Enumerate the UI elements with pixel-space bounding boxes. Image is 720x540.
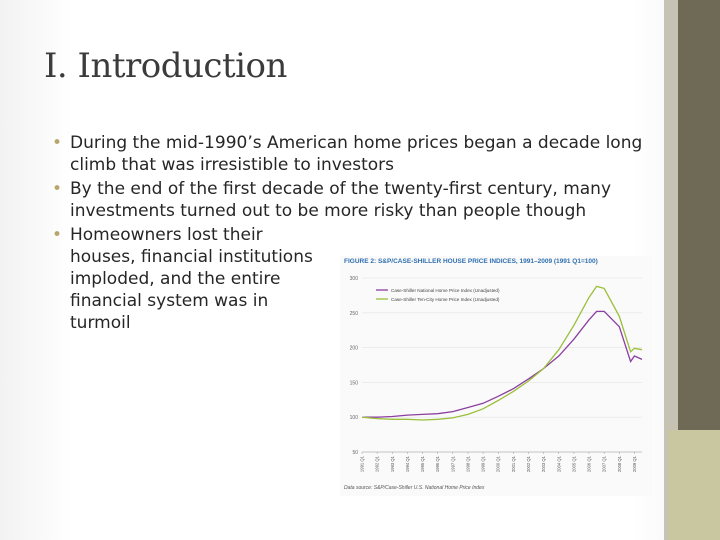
x-tick-label: 2005 Q1 <box>571 456 577 473</box>
y-tick-label: 100 <box>349 415 358 422</box>
slide-title: I. Introduction <box>44 46 287 86</box>
bullet-dot-icon: • <box>52 179 63 199</box>
bullet-text: During the mid-1990’s American home prices began a decade long climb that was irresistible to investors <box>70 133 643 175</box>
series-line <box>362 286 642 420</box>
bullet-item <box>52 132 652 176</box>
y-tick-label: 300 <box>349 276 358 282</box>
x-tick-label: 1994 Q1 <box>404 456 410 473</box>
x-tick-label: 2000 Q1 <box>495 456 501 473</box>
bullet-item <box>52 178 652 222</box>
x-tick-label: 2001 Q1 <box>510 456 516 473</box>
price-index-figure <box>340 256 652 496</box>
x-tick-label: 1997 Q1 <box>450 456 456 473</box>
x-tick-label: 2002 Q1 <box>525 456 531 473</box>
line-chart <box>340 256 652 496</box>
x-tick-label: 1995 Q1 <box>420 456 426 473</box>
x-tick-label: 2007 Q1 <box>601 456 607 473</box>
x-tick-label: 1999 Q1 <box>480 456 486 473</box>
bullet-item <box>52 224 325 334</box>
x-tick-label: 1998 Q1 <box>465 456 471 473</box>
legend-label: Case-Shiller Ten-City Home Price Index (Unadjusted) <box>391 296 500 302</box>
bullet-dot-icon: • <box>52 225 63 245</box>
chart-source: Data source: S&P/Case-Shiller U.S. National Home Price Index <box>344 485 485 491</box>
bullet-text: By the end of the first decade of the twenty-first century, many investments turned out to be more risky than people though <box>70 179 612 221</box>
y-tick-label: 50 <box>352 450 358 456</box>
chart-title: FIGURE 2: S&P/CASE-SHILLER HOUSE PRICE INDICES, 1991–2009 (1991 Q1=100) <box>344 258 598 265</box>
x-tick-label: 2004 Q1 <box>556 456 562 473</box>
legend-label: Case-Shiller National Home Price Index (Unadjusted) <box>391 287 500 293</box>
x-tick-label: 1991 Q1 <box>359 456 365 473</box>
series-line <box>362 311 642 417</box>
x-tick-label: 2008 Q1 <box>616 456 622 473</box>
x-tick-label: 1993 Q1 <box>389 456 395 473</box>
y-tick-label: 150 <box>349 380 358 387</box>
x-tick-label: 2006 Q1 <box>586 456 592 473</box>
x-tick-label: 2003 Q1 <box>541 456 547 473</box>
x-tick-label: 1996 Q1 <box>435 456 441 473</box>
y-tick-label: 250 <box>349 310 358 317</box>
sidebar-block <box>668 430 720 540</box>
x-tick-label: 2009 Q1 <box>631 456 637 473</box>
y-tick-label: 200 <box>349 345 358 352</box>
x-tick-label: 1992 Q1 <box>374 456 380 473</box>
bullet-text: Homeowners lost their houses, financial institutions imploded, and the entire financial system was in turmoil <box>70 225 313 333</box>
bullet-dot-icon: • <box>52 133 63 153</box>
